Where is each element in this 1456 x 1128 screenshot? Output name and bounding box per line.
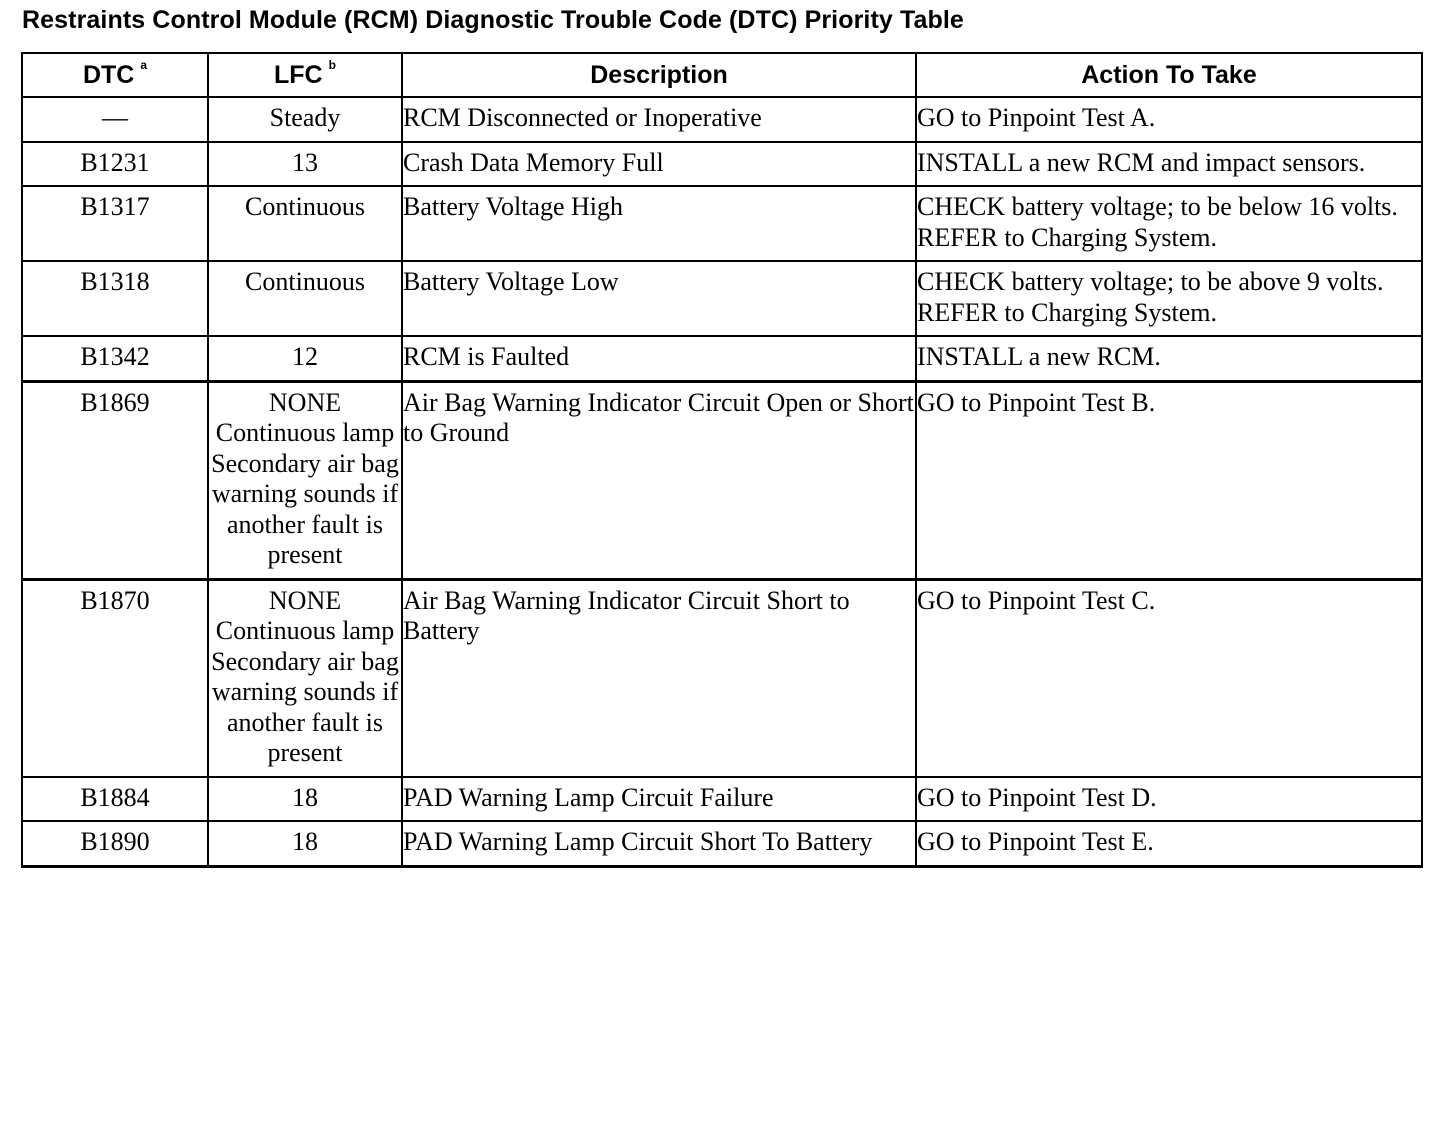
table-row bbox=[22, 336, 1422, 381]
table-row bbox=[22, 186, 1422, 261]
column-header-dtc: DTC $^a$ bbox=[22, 53, 208, 97]
dtc-cell: — bbox=[22, 97, 208, 142]
description-cell: RCM is Faulted bbox=[402, 336, 916, 381]
dtc-cell: B1342 bbox=[22, 336, 208, 381]
lfc-cell: NONE Continuous lamp Secondary air bag warning sounds if another fault is present bbox=[208, 381, 402, 579]
table-header-row bbox=[22, 53, 1422, 97]
dtc-cell: B1870 bbox=[22, 579, 208, 777]
description-cell: Battery Voltage High bbox=[402, 186, 916, 261]
dtc-cell: B1318 bbox=[22, 261, 208, 336]
dtc-cell: B1884 bbox=[22, 777, 208, 822]
lfc-cell: Continuous bbox=[208, 186, 402, 261]
description-cell: Battery Voltage Low bbox=[402, 261, 916, 336]
dtc-cell: B1869 bbox=[22, 381, 208, 579]
table-row bbox=[22, 777, 1422, 822]
dtc-cell: B1890 bbox=[22, 821, 208, 866]
description-cell: Crash Data Memory Full bbox=[402, 142, 916, 187]
footnote-marker: a bbox=[140, 58, 148, 73]
description-cell: Air Bag Warning Indicator Circuit Short to Battery bbox=[402, 579, 916, 777]
lfc-cell: 18 bbox=[208, 777, 402, 822]
description-cell: PAD Warning Lamp Circuit Short To Battery bbox=[402, 821, 916, 866]
lfc-cell: 13 bbox=[208, 142, 402, 187]
action-cell: CHECK battery voltage; to be below 16 volts. REFER to Charging System. bbox=[916, 186, 1422, 261]
lfc-cell: Steady bbox=[208, 97, 402, 142]
column-header-description: Description bbox=[402, 53, 916, 97]
lfc-cell: NONE Continuous lamp Secondary air bag warning sounds if another fault is present bbox=[208, 579, 402, 777]
lfc-cell: 12 bbox=[208, 336, 402, 381]
page-title: Restraints Control Module (RCM) Diagnostic Trouble Code (DTC) Priority Table bbox=[22, 6, 964, 34]
dtc-priority-table bbox=[21, 52, 1423, 868]
action-cell: CHECK battery voltage; to be above 9 volts. REFER to Charging System. bbox=[916, 261, 1422, 336]
action-cell: GO to Pinpoint Test D. bbox=[916, 777, 1422, 822]
action-cell: GO to Pinpoint Test C. bbox=[916, 579, 1422, 777]
table-row bbox=[22, 261, 1422, 336]
dtc-cell: B1317 bbox=[22, 186, 208, 261]
action-cell: GO to Pinpoint Test A. bbox=[916, 97, 1422, 142]
column-header-lfc: LFC $^b$ bbox=[208, 53, 402, 97]
table-row bbox=[22, 142, 1422, 187]
footnote-marker: b bbox=[328, 58, 336, 73]
table-row bbox=[22, 579, 1422, 777]
action-cell: INSTALL a new RCM. bbox=[916, 336, 1422, 381]
lfc-cell: Continuous bbox=[208, 261, 402, 336]
action-cell: INSTALL a new RCM and impact sensors. bbox=[916, 142, 1422, 187]
description-cell: Air Bag Warning Indicator Circuit Open or Short to Ground bbox=[402, 381, 916, 579]
action-cell: GO to Pinpoint Test B. bbox=[916, 381, 1422, 579]
table-row bbox=[22, 821, 1422, 866]
column-header-action: Action To Take bbox=[916, 53, 1422, 97]
dtc-cell: B1231 bbox=[22, 142, 208, 187]
table-row bbox=[22, 381, 1422, 579]
table-row bbox=[22, 97, 1422, 142]
description-cell: PAD Warning Lamp Circuit Failure bbox=[402, 777, 916, 822]
description-cell: RCM Disconnected or Inoperative bbox=[402, 97, 916, 142]
action-cell: GO to Pinpoint Test E. bbox=[916, 821, 1422, 866]
lfc-cell: 18 bbox=[208, 821, 402, 866]
